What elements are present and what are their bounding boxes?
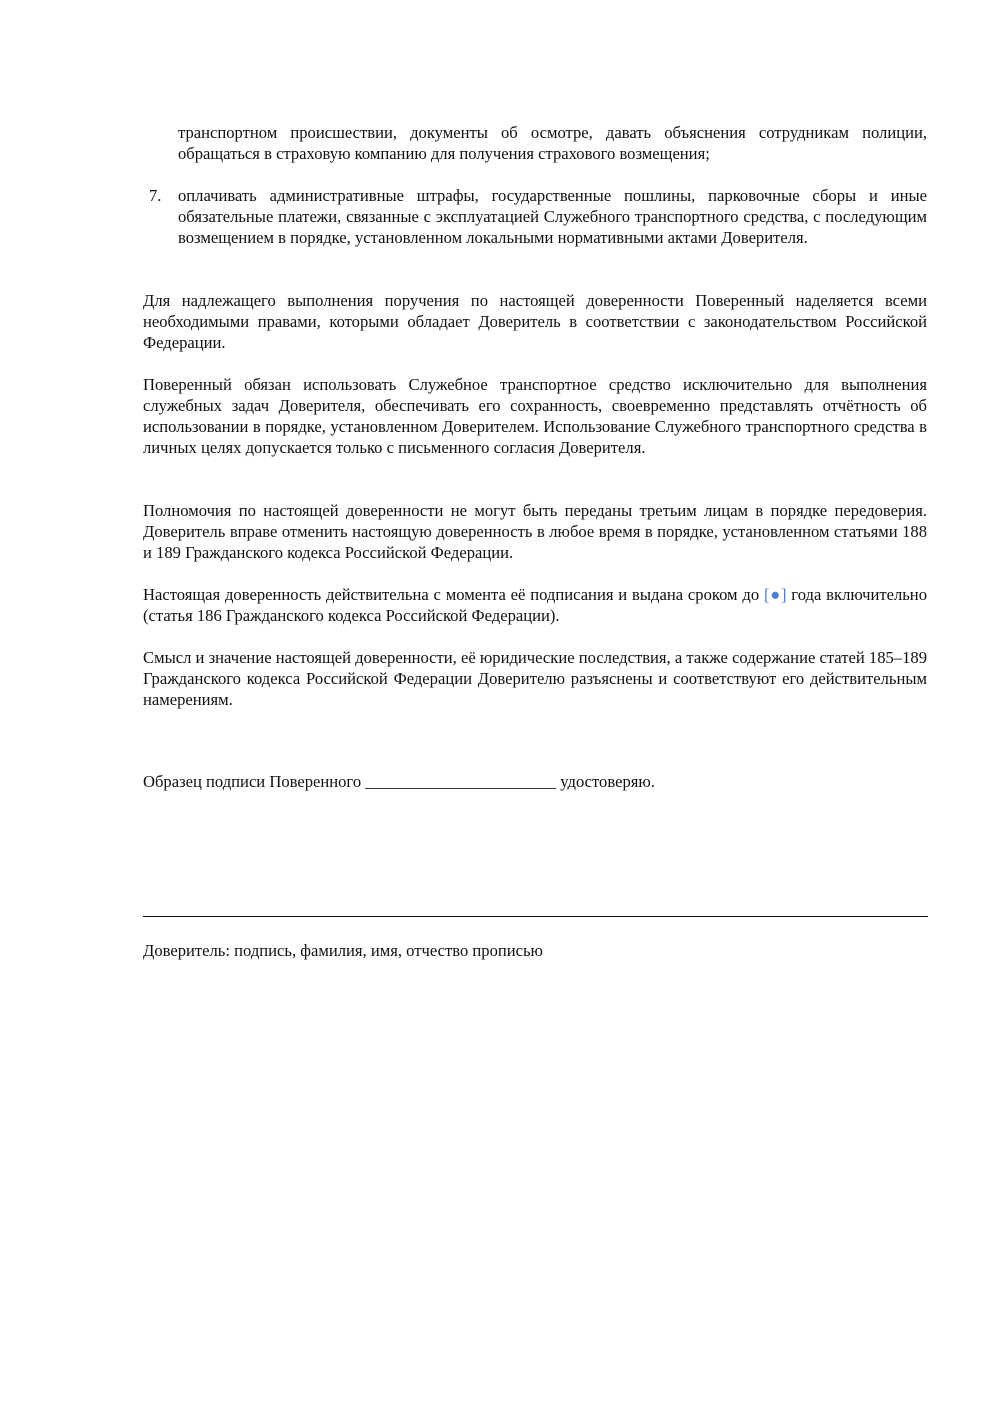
paragraph-validity xyxy=(143,584,927,626)
list-item-7 xyxy=(143,185,927,248)
signature-sample-line: Образец подписи Поверенного _______________________ удостоверяю. xyxy=(143,772,655,791)
validity-text-end: года включительно (статья 186 Гражданского кодекса Российской Федерации). xyxy=(143,585,927,625)
paragraph-substitution: Полномочия по настоящей доверенности не могут быть переданы третьим лицам в порядке передоверия. Доверитель вправе отменить настоящую доверенность в любое время в порядке, установленном статьями 188 и 189 Гражданского кодекса Российской Федерации. xyxy=(143,501,927,562)
list-item-number: 7. xyxy=(149,186,162,205)
paragraph-explanation: Смысл и значение настоящей доверенности, её юридические последствия, а также содержание статей 185–189 Гражданского кодекса Российской Федерации Доверителю разъяснены и соответствуют его действительным намерениям. xyxy=(143,648,927,709)
list-item-text: оплачивать административные штрафы, государственные пошлины, парковочные сборы и иные обязательные платежи, связанные с эксплуатацией Служебного транспортного средства, с последующим возмещением в порядке, установленном локальными нормативными актами Доверителя. xyxy=(178,186,927,247)
paragraph-obligations: Поверенный обязан использовать Служебное транспортное средство исключительно для выполнения служебных задач Доверителя, обеспечивать его сохранность, своевременно представлять отчётность об использовании в порядке, установленном Доверителем. Использование Служебного транспортного средства в личных целях допускается только с письменного согласия Доверителя. xyxy=(143,375,927,457)
list-item-continuation: транспортном происшествии, документы об осмотре, давать объяснения сотрудникам полиции, обращаться в страховую компанию для получения страхового возмещения; xyxy=(178,123,927,163)
paragraph-rights: Для надлежащего выполнения поручения по настоящей доверенности Поверенный наделяется всеми необходимыми правами, которыми обладает Доверитель в соответствии с законодательством Российской Федерации. xyxy=(143,291,927,352)
signature-rule xyxy=(143,916,928,917)
validity-text-start: Настоящая доверенность действительна с момента её подписания и выдана сроком до xyxy=(143,585,764,604)
date-placeholder[interactable]: [●] xyxy=(764,585,787,604)
signature-caption: Доверитель: подпись, фамилия, имя, отчество прописью xyxy=(143,941,543,960)
